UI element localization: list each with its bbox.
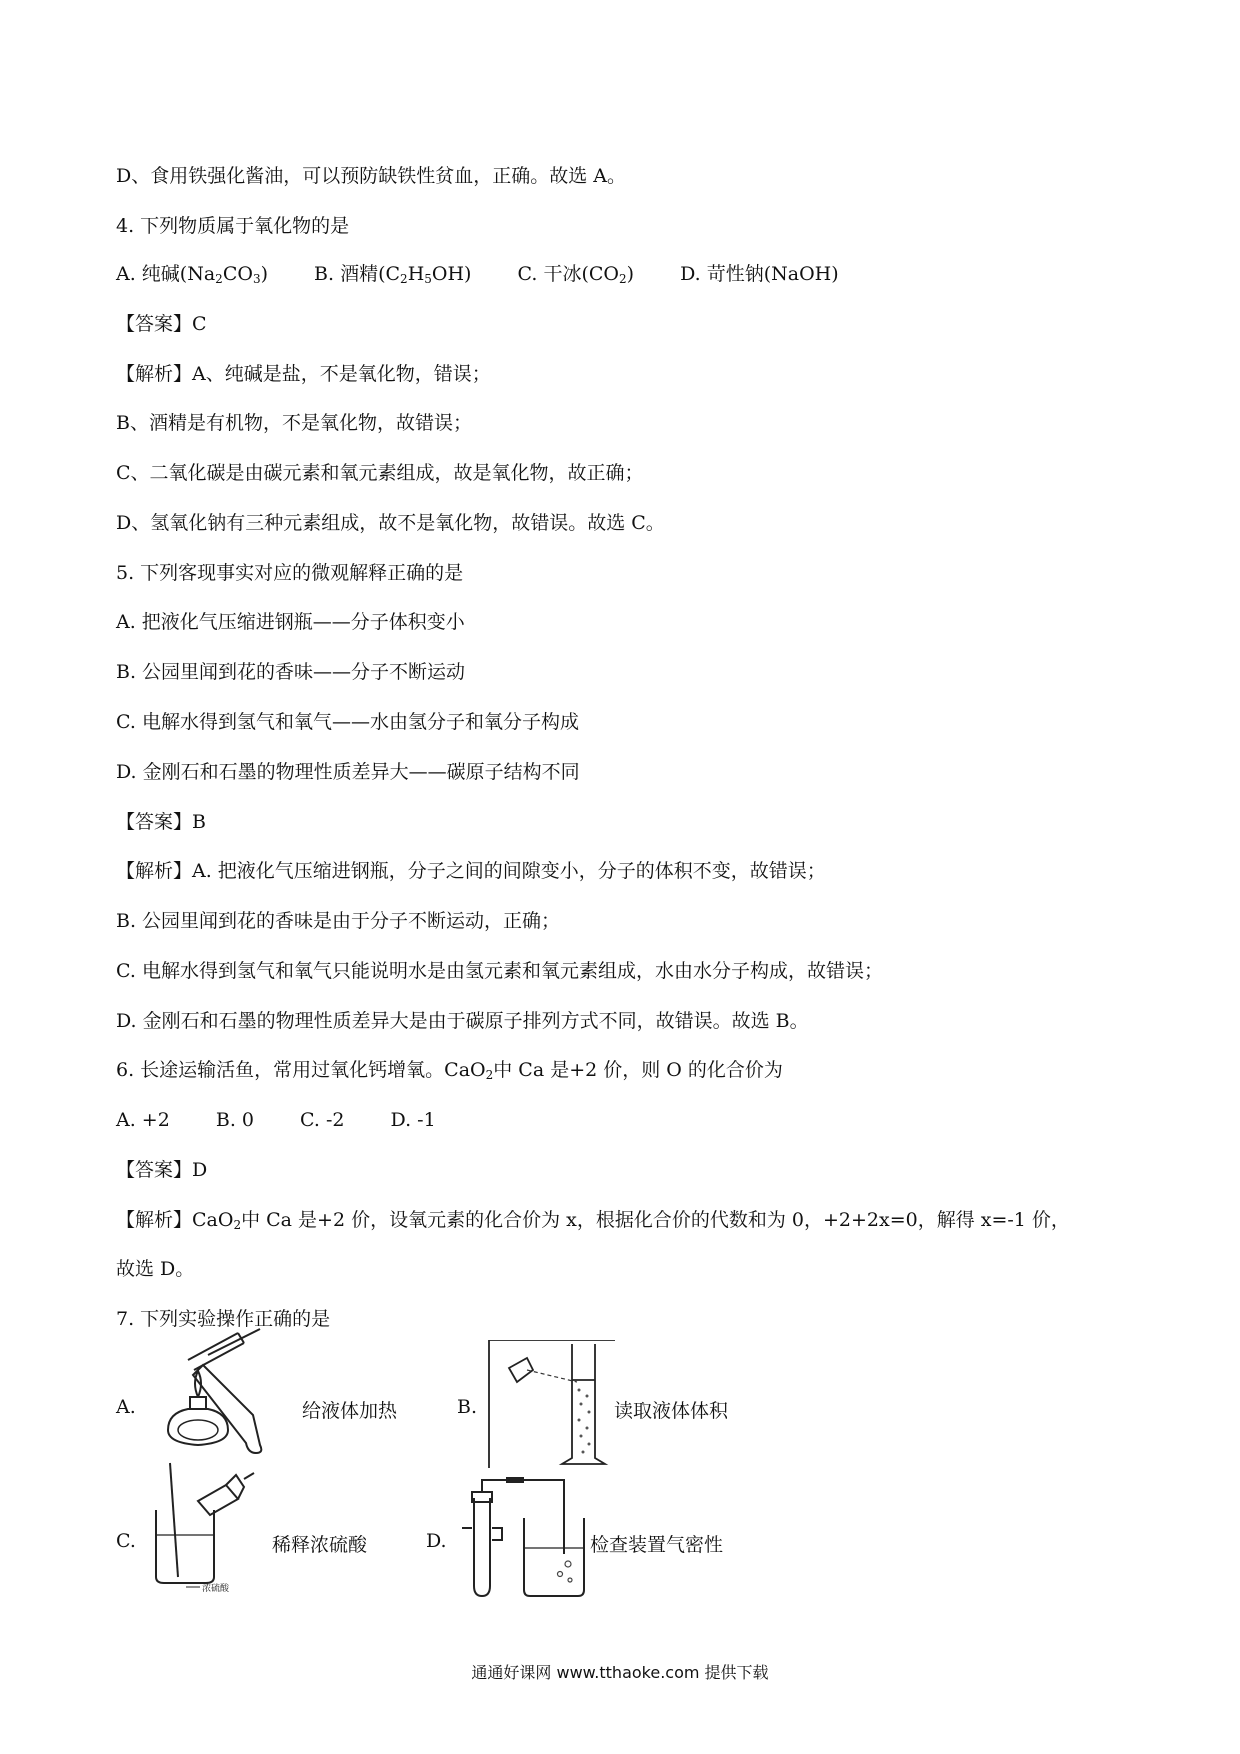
q5-analysis-1: 【解析】A. 把液化气压缩进钢瓶，分子之间的间隙变小，分子的体积不变，故错误； [116, 860, 826, 882]
q4-analysis-2: B、酒精是有机物，不是氧化物，故错误； [116, 412, 472, 434]
q7-option-a-letter: A. [116, 1396, 136, 1418]
q6-answer: 【答案】D [116, 1159, 208, 1181]
q5-stem: 5. 下列客现事实对应的微观解释正确的是 [116, 562, 464, 584]
q4-answer: 【答案】C [116, 313, 207, 335]
q5-option-d: D. 金刚石和石墨的物理性质差异大——碳原子结构不同 [116, 761, 580, 783]
q7-stem: 7. 下列实验操作正确的是 [116, 1308, 331, 1330]
q7-option-b-figure [487, 1340, 615, 1468]
q7-option-a-text: 给液体加热 [302, 1400, 398, 1422]
q5-answer: 【答案】B [116, 811, 206, 833]
q4-option-c: C. 干冰$(CO_2)$ [517, 263, 635, 286]
q4-analysis-4: D、氢氧化钠有三种元素组成，故不是氧化物，故错误。故选 C。 [116, 512, 665, 534]
q7-option-b-letter: B. [457, 1396, 478, 1418]
q5-analysis-3: C. 电解水得到氢气和氧气只能说明水是由氢元素和氧元素组成，水由水分子构成，故错误； [116, 960, 883, 982]
q6-option-c: C. -2 [300, 1109, 345, 1131]
q7-option-a-figure [148, 1325, 278, 1460]
q4-options [116, 262, 839, 291]
q7-option-c-figure [146, 1455, 256, 1597]
q6-option-d: D. -1 [390, 1109, 436, 1131]
q5-analysis-2: B. 公园里闻到花的香味是由于分子不断运动，正确； [116, 910, 561, 932]
q7-option-d-text: 检查装置气密性 [590, 1534, 724, 1556]
q6-analysis-2: 故选 D。 [116, 1258, 195, 1280]
q3-option-d: D、食用铁强化酱油，可以预防缺铁性贫血，正确。故选 A。 [116, 165, 626, 187]
q7-option-b-text: 读取液体体积 [614, 1400, 729, 1422]
q6-option-b: B. 0 [215, 1109, 254, 1131]
q4-analysis-3: C、二氧化碳是由碳元素和氧元素组成，故是氧化物，故正确； [116, 462, 644, 484]
q7-option-d-figure [456, 1468, 586, 1602]
q6-options [116, 1108, 436, 1132]
page-footer: 通通好课网 www.tthaoke.com 提供下载 [471, 1663, 769, 1682]
q7-option-c-text: 稀释浓硫酸 [272, 1534, 368, 1556]
q5-analysis-4: D. 金刚石和石墨的物理性质差异大是由于碳原子排列方式不同，故错误。故选 B。 [116, 1010, 809, 1032]
q5-option-a: A. 把液化气压缩进钢瓶——分子体积变小 [116, 611, 465, 633]
q4-option-a: A. 纯碱$(Na_2CO_3)$ [116, 263, 268, 286]
q4-option-b: B. 酒精$(C_2H_5OH)$ [314, 263, 472, 286]
q6-option-a: A. +2 [116, 1109, 170, 1131]
q4-option-d: D. 苛性钠(NaOH) [680, 263, 839, 285]
q5-option-b: B. 公园里闻到花的香味——分子不断运动 [116, 661, 466, 683]
q5-option-c: C. 电解水得到氢气和氧气——水由氢分子和氧分子构成 [116, 711, 579, 733]
q7-option-d-letter: D. [426, 1530, 447, 1552]
q7-option-c-letter: C. [116, 1530, 136, 1552]
q6-stem: 6. 长途运输活鱼，常用过氧化钙增氧。CaO$_2$中 Ca 是+2 价，则 O 的化合价为 [116, 1059, 783, 1082]
q6-analysis-1: 【解析】CaO$_2$中 Ca 是+2 价，设氧元素的化合价为 x，根据化合价的代数和为 0，+2+2x=0，解得 x=-1 价， [116, 1209, 1070, 1232]
q7-option-c-figure-label: 浓硫酸 [202, 1584, 230, 1594]
q4-stem: 4. 下列物质属于氧化物的是 [116, 215, 350, 237]
q4-analysis-1: 【解析】A、纯碱是盐，不是氧化物，错误； [116, 363, 491, 385]
